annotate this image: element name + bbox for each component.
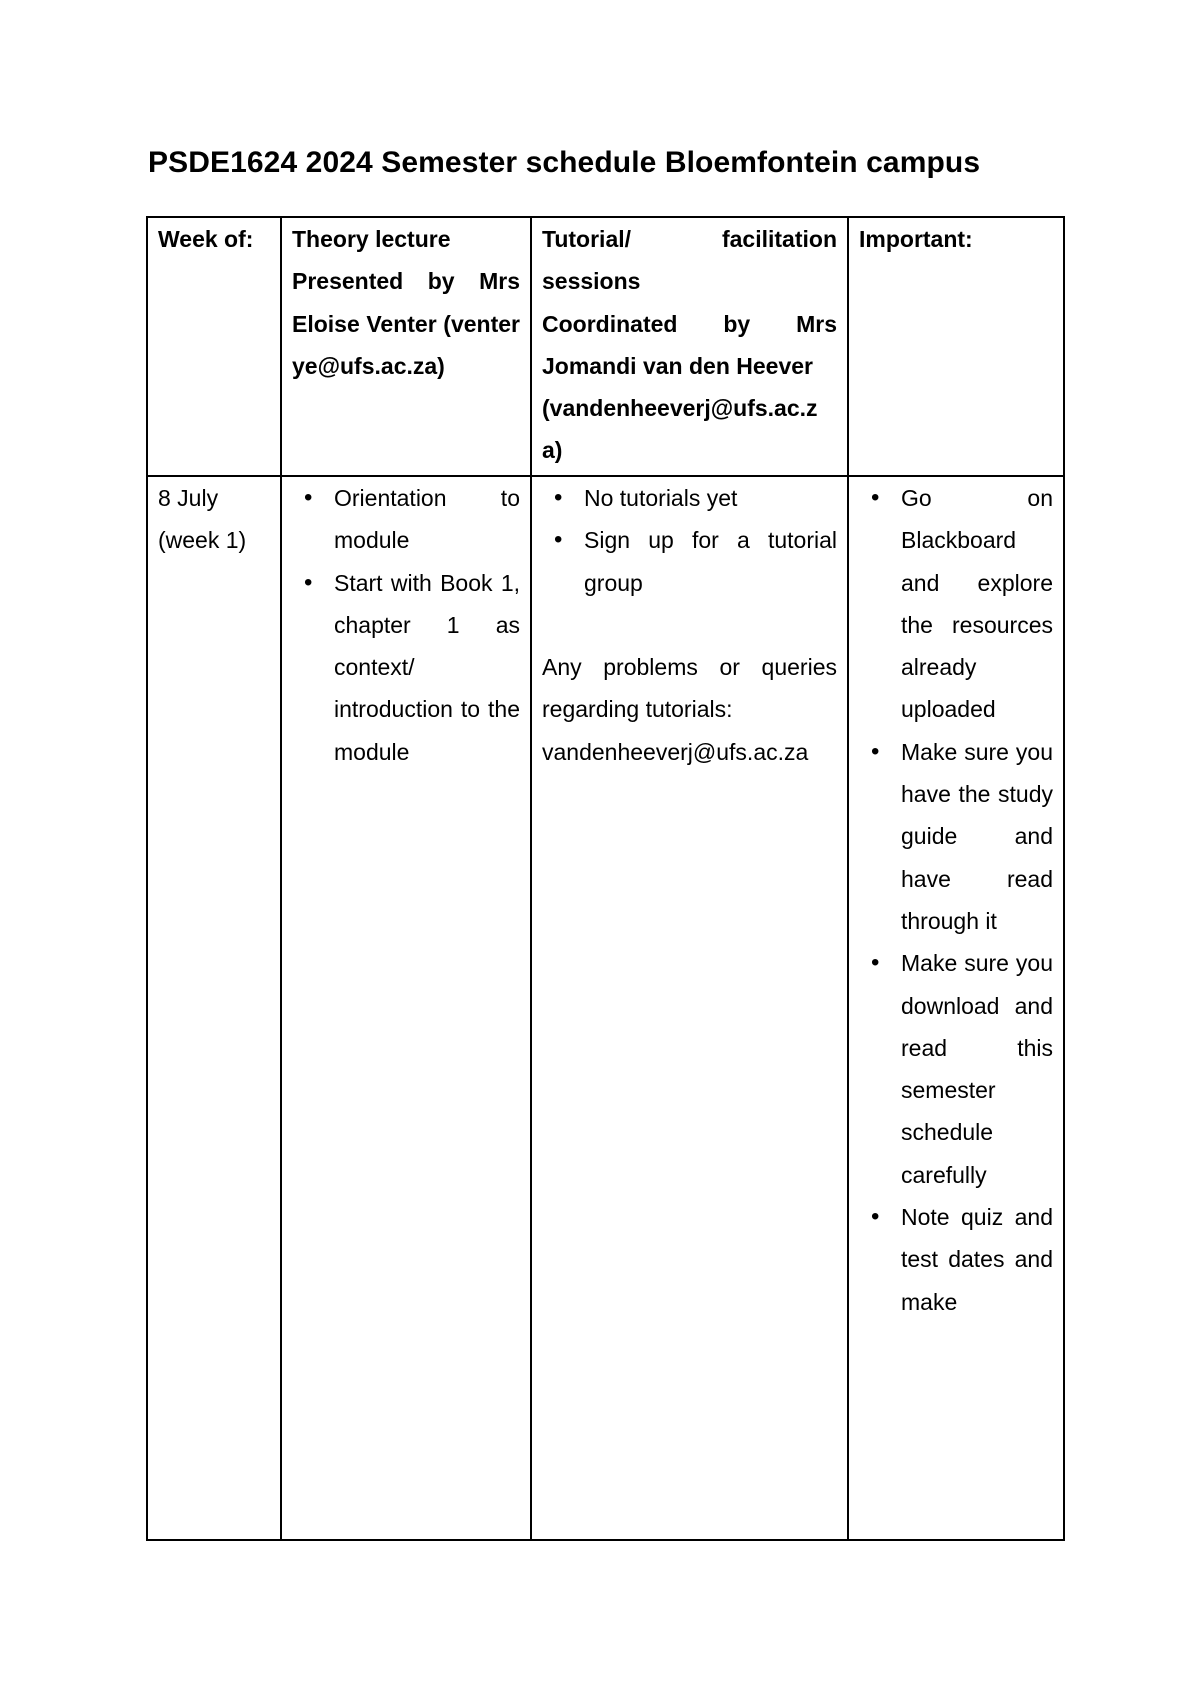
header-theory-email[interactable]: (venterye@ufs.ac.za) [292, 310, 520, 379]
table-row [147, 476, 1064, 1540]
list-item: • Go on Blackboard and explore the resources already uploaded [859, 477, 1053, 731]
table-header-row [147, 217, 1064, 476]
list-item: • No tutorials yet [542, 477, 837, 519]
schedule-table [146, 216, 1065, 1541]
week-number: (week 1) [158, 527, 247, 554]
cell-theory [281, 476, 531, 1540]
header-tutorial [531, 217, 848, 476]
week-date: 8 July [158, 485, 219, 511]
header-tutorial-email[interactable]: (vandenheeverj@ufs.ac.za) [542, 395, 818, 464]
theory-list [292, 477, 520, 773]
list-item: • Make sure you download and read this semester schedule carefully [859, 942, 1053, 1196]
list-item: • Sign up for a tutorial group [542, 519, 837, 604]
important-list [859, 477, 1053, 1323]
header-week [147, 217, 281, 476]
spacer [542, 604, 837, 646]
cell-important [848, 476, 1064, 1540]
header-theory [281, 217, 531, 476]
tutorial-note: Any problems or queries regarding tutorials: [542, 654, 837, 723]
list-item: • Orientation to module [292, 477, 520, 562]
list-item: • Make sure you have the study guide and have read through it [859, 731, 1053, 942]
cell-tutorial [531, 476, 848, 1540]
header-tutorial-title: Tutorial/ facilitation sessions [542, 226, 837, 295]
tutorial-contact-email[interactable]: vandenheeverj@ufs.ac.za [542, 738, 809, 765]
header-week-label: Week of: [158, 226, 254, 252]
list-item: • Start with Book 1, chapter 1 as context/ introduction to the module [292, 562, 520, 773]
list-item: • Note quiz and test dates and make [859, 1196, 1053, 1323]
header-tutorial-coordinator: Coordinated by Mrs Jomandi van den Heever [542, 310, 837, 379]
page-title: PSDE1624 2024 Semester schedule Bloemfontein campus [148, 146, 981, 179]
cell-week [147, 476, 281, 1540]
header-important [848, 217, 1064, 476]
tutorial-list [542, 477, 837, 604]
header-theory-presenter: Presented by Mrs Eloise Venter [292, 268, 520, 337]
header-theory-title: Theory lecture [292, 226, 451, 252]
header-important-label: Important: [859, 226, 973, 252]
